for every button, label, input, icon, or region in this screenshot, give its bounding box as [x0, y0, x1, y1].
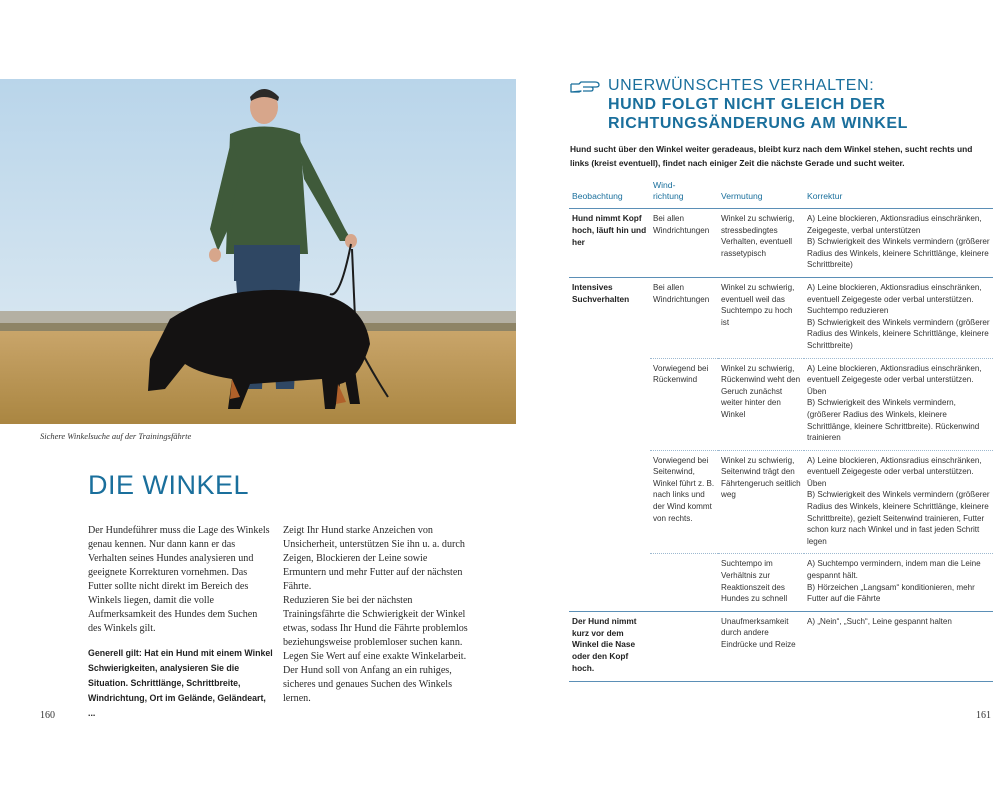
header-wind: Wind- richtung: [650, 180, 718, 209]
table-row: [569, 209, 993, 278]
training-photo: [0, 79, 516, 429]
correction-a: A) Leine blockieren, Aktionsradius einschränken, eventuell Zeigegeste oder verbal unterstützen. Suchtempo reduzieren: [807, 282, 982, 316]
body-paragraph: Der Hundeführer muss die Lage des Winkels genau kennen. Nur dann kann er das Verhalten seines Hundes analysieren und geeignete Korrekturen vornehmen. Das Futter sollte nicht direkt im Bereich des Winkels liegen, damit die volle Aufmerksamkeit des Hundes dem Suchen des Winkels gilt.: [88, 525, 270, 634]
cell-assumption: Suchtempo im Verhältnis zur Reaktionszeit des Hundes zu schnell: [718, 554, 804, 611]
intro-text: Hund sucht über den Winkel weiter geradeaus, bleibt kurz nach dem Winkel stehen, sucht rechts und links (kreist eventuell), findet nach einiger Zeit die nächste Gerade und sucht weiter.: [570, 144, 973, 168]
cell-wind: Bei allen Windrichtungen: [653, 214, 710, 235]
cell-correction: [804, 611, 993, 681]
cell-observation: Intensives Suchverhalten: [569, 277, 650, 611]
text-column-1: [88, 524, 273, 721]
correction-a: A) Leine blockieren, Aktionsradius einschränken, Zeigegeste, verbal unterstützen: [807, 214, 982, 235]
correction-b: B) Schwierigkeit des Winkels vermindern, (größerer Radius des Winkels, kleinere Schrittlänge, kleinere Schrittbreite). Rückenwind trainieren: [807, 398, 980, 443]
correction-a: A) „Nein“, „Such“, Leine gespannt halten: [807, 616, 952, 626]
title-line-1: UNERWÜNSCHTES VERHALTEN:: [608, 77, 875, 94]
correction-b: B) Schwierigkeit des Winkels vermindern (größerer Radius des Winkels, kleinere Schrittlänge, kleinere Schrittbreite): [807, 317, 990, 350]
cell-correction: [804, 554, 993, 611]
box-title: [608, 76, 978, 133]
cell-correction: [804, 450, 993, 554]
header-correction: Korrektur: [804, 180, 993, 209]
cell-observation: Der Hund nimmt kurz vor dem Winkel die Nase oder den Kopf hoch.: [569, 611, 650, 681]
cell-wind: Vorwiegend bei Seitenwind, Winkel führt z. B. nach links und der Wind kommt von rechts.: [650, 450, 718, 554]
cell-assumption: Winkel zu schwierig, eventuell weil das Suchtempo zu hoch ist: [718, 277, 804, 358]
table-row: [569, 611, 993, 681]
cell-wind: [650, 611, 718, 681]
cell-assumption: Winkel zu schwierig, stressbedingtes Verhalten, eventuell rassetypisch: [721, 214, 795, 258]
cell-wind: Bei allen Windrichtungen: [650, 277, 718, 358]
correction-b: B) Schwierigkeit des Winkels vermindern (größerer Radius des Winkels, kleinere Schrittlänge, kleinere Schrittbreite): [807, 237, 990, 270]
body-paragraph: Reduzieren Sie bei der nächsten Trainingsfährte die Schwierigkeit der Winkel etwas, sodass Ihr Hund die Fährte problemlos beziehungsweise problemloser suchen kann. Legen Sie Wert auf eine exakte Winkelarbeit. Der Hund soll von Anfang an ein ruhiges, sicheres und genaues Suchen des Winkels lernen.: [283, 595, 468, 704]
page-number-right: 161: [976, 710, 991, 721]
photo-caption: Sichere Winkelsuche auf der Trainingsfährte: [40, 431, 192, 441]
correction-a: A) Leine blockieren, Aktionsradius einschränken, eventuell Zeigegeste oder verbal unterstützen. Üben: [807, 455, 982, 488]
table-row: [569, 277, 993, 358]
correction-a: A) Leine blockieren, Aktionsradius einschränken, eventuell Zeigegeste oder verbal unterstützen. Üben: [807, 363, 982, 396]
header-assumption: Vermutung: [718, 180, 804, 209]
body-paragraph: Zeigt Ihr Hund starke Anzeichen von Unsicherheit, unterstützen Sie ihn u. a. durch Zeigen, Blockieren der Leine sowie Ermuntern und mehr Futter auf der nächsten Fährte.: [283, 525, 465, 592]
correction-b: B) Hörzeichen „Langsam“ konditionieren, mehr Futter auf die Fährte: [807, 582, 975, 604]
header-observation: Beobachtung: [569, 180, 650, 209]
cell-correction: [804, 277, 993, 358]
cell-assumption: Winkel zu schwierig, Seitenwind trägt den Fährtengeruch seitlich weg: [718, 450, 804, 554]
correction-a: A) Suchtempo vermindern, indem man die Leine gespannt hält.: [807, 559, 981, 581]
correction-b: B) Schwierigkeit des Winkels vermindern (größerer Radius des Winkels, kleinere Schrittlänge, kleinere Schrittbreite), gezielt Seitenwind trainieren, Futter schon kurz nach Winkel und in fast jeden Schritt legen: [807, 490, 990, 546]
cell-assumption: Winkel zu schwierig, Rückenwind weht den Geruch zunächst weiter hinter den Winkel: [718, 358, 804, 450]
title-line-3: RICHTUNGSÄNDERUNG AM WINKEL: [608, 115, 909, 132]
cell-wind: Vorwiegend bei Rückenwind: [650, 358, 718, 450]
cell-correction: [804, 358, 993, 450]
cell-wind: [650, 554, 718, 611]
table-header-row: [569, 180, 993, 209]
text-column-2: [283, 524, 473, 706]
section-heading: DIE WINKEL: [88, 470, 250, 500]
correction-table: [569, 180, 993, 682]
cell-correction: [804, 209, 993, 278]
page-number-left: 160: [40, 710, 55, 721]
title-line-2: HUND FOLGT NICHT GLEICH DER: [608, 96, 886, 113]
pointing-hand-icon: [569, 80, 601, 99]
general-note: Generell gilt: Hat ein Hund mit einem Winkel Schwierigkeiten, analysieren Sie die Situation. Schrittlänge, Schrittbreite, Windrichtung, Ort im Gelände, Geländeart, ...: [88, 648, 273, 718]
cell-assumption: Unaufmerksamkeit durch andere Eindrücke und Reize: [718, 611, 804, 681]
cell-observation: Hund nimmt Kopf hoch, läuft hin und her: [572, 213, 647, 247]
photo-illustration: [0, 79, 516, 429]
